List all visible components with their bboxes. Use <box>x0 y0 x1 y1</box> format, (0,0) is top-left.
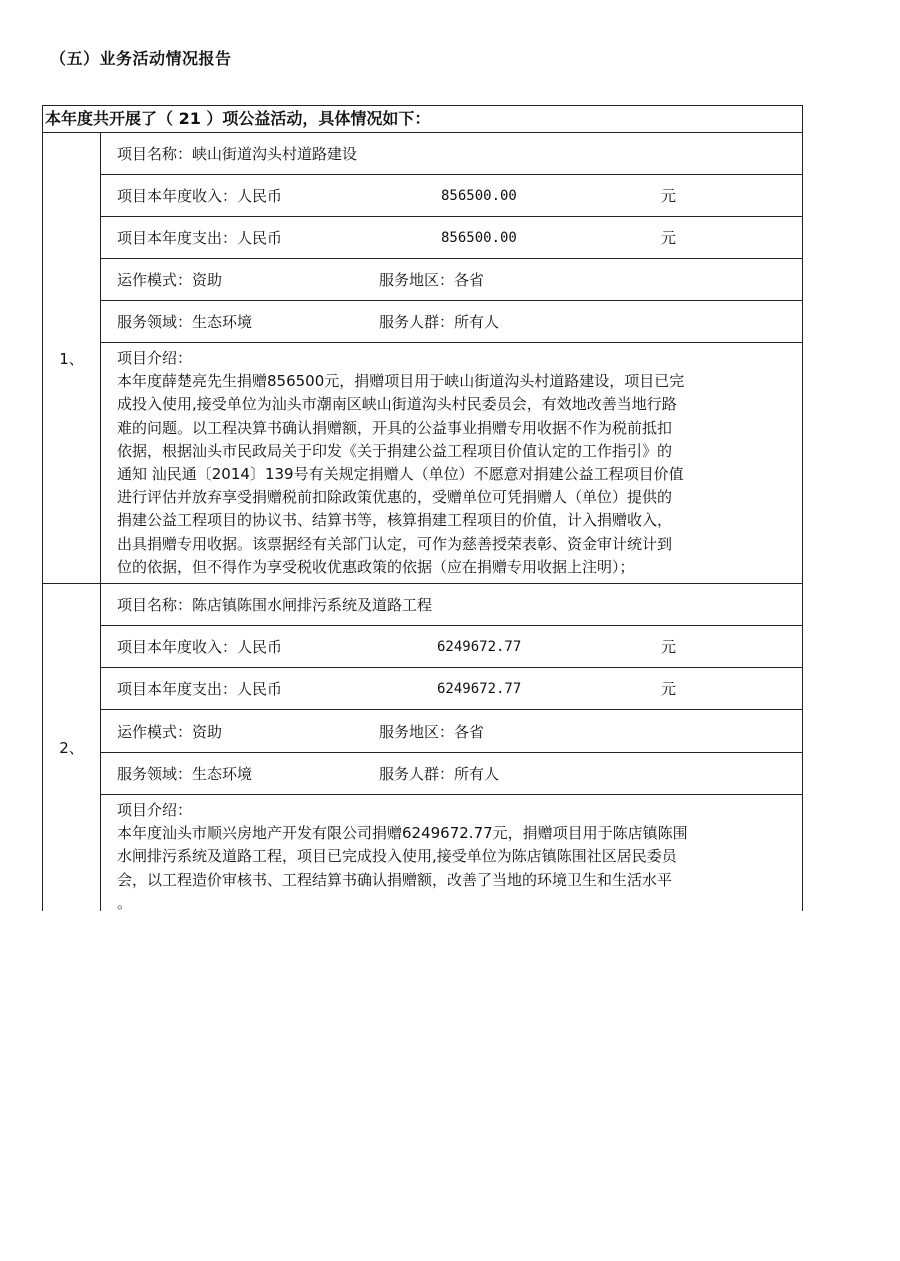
project-name: 项目名称：陈店镇陈围水闸排污系统及道路工程 <box>117 596 433 614</box>
description-line: 依据，根据汕头市民政局关于印发《关于捐建公益工程项目价值认定的工作指引》的 <box>117 441 673 460</box>
service-field: 服务领域：生态环境 <box>117 765 253 783</box>
description-line: 会，以工程造价审核书、工程结算书确认捐赠额，改善了当地的环境卫生和生活水平 <box>117 870 673 889</box>
description-line: 出具捐赠专用收据。该票据经有关部门认定，可作为慈善授荣表彰、资金审计统计到 <box>117 534 673 553</box>
activity-report-table <box>42 105 803 911</box>
income-row <box>101 175 802 217</box>
expense-unit: 元 <box>661 680 677 698</box>
project-description <box>101 343 802 583</box>
project-name-row <box>101 584 802 626</box>
section-title: （五）业务活动情况报告 <box>50 49 232 68</box>
description-line: 难的问题。以工程决算书确认捐赠额，开具的公益事业捐赠专用收据不作为税前抵扣 <box>117 418 673 437</box>
project-number: 1、 <box>43 133 101 583</box>
description-label: 项目介绍： <box>117 801 193 819</box>
expense-value: 856500.00 <box>441 229 517 246</box>
mode-region-row <box>101 259 802 301</box>
service-field: 服务领域：生态环境 <box>117 313 253 331</box>
service-region: 服务地区：各省 <box>379 722 485 741</box>
description-line: 位的依据，但不得作为享受税收优惠政策的依据（应在捐赠专用收据上注明）； <box>117 557 635 576</box>
project-block-1 <box>43 133 802 584</box>
description-line: 。 <box>117 893 133 912</box>
expense-row <box>101 668 802 710</box>
field-people-row <box>101 753 802 795</box>
service-people: 服务人群：所有人 <box>379 313 500 331</box>
income-label: 项目本年度收入：人民币 <box>117 638 283 656</box>
project-block-2 <box>43 584 802 911</box>
project-name: 项目名称：峡山街道沟头村道路建设 <box>117 145 358 163</box>
description-line: 本年度汕头市顺兴房地产开发有限公司捐赠6249672.77元，捐赠项目用于陈店镇陈围 <box>117 824 688 843</box>
description-line: 进行评估并放弃享受捐赠税前扣除政策优惠的，受赠单位可凭捐赠人（单位）提供的 <box>117 488 673 507</box>
expense-label: 项目本年度支出：人民币 <box>117 229 283 247</box>
expense-unit: 元 <box>661 229 677 247</box>
summary-row: 本年度共开展了（ 21 ）项公益活动，具体情况如下： <box>43 106 802 133</box>
income-unit: 元 <box>661 638 677 656</box>
mode-region-row <box>101 710 802 753</box>
description-body <box>117 822 792 915</box>
income-value: 6249672.77 <box>437 638 522 655</box>
operation-mode: 运作模式：资助 <box>117 271 223 289</box>
expense-label: 项目本年度支出：人民币 <box>117 680 283 698</box>
description-line: 通知 汕民通〔2014〕139号有关规定捐赠人（单位）不愿意对捐建公益工程项目价值 <box>117 465 684 484</box>
description-line: 本年度薛楚亮先生捐赠856500元，捐赠项目用于峡山街道沟头村道路建设，项目已完 <box>117 372 685 391</box>
description-line: 捐建公益工程项目的协议书、结算书等，核算捐建工程项目的价值，计入捐赠收入， <box>117 511 673 530</box>
description-label: 项目介绍： <box>117 349 193 367</box>
income-row <box>101 626 802 668</box>
income-value: 856500.00 <box>441 187 517 204</box>
expense-row <box>101 217 802 259</box>
field-people-row <box>101 301 802 343</box>
income-unit: 元 <box>661 187 677 205</box>
service-region: 服务地区：各省 <box>379 271 485 289</box>
service-people: 服务人群：所有人 <box>379 765 500 783</box>
project-description <box>101 795 802 911</box>
description-body <box>117 370 792 579</box>
income-label: 项目本年度收入：人民币 <box>117 187 283 205</box>
description-line: 成投入使用,接受单位为汕头市潮南区峡山街道沟头村民委员会，有效地改善当地行路 <box>117 395 677 414</box>
project-number: 2、 <box>43 584 101 911</box>
operation-mode: 运作模式：资助 <box>117 722 223 741</box>
project-name-row <box>101 133 802 175</box>
expense-value: 6249672.77 <box>437 680 522 697</box>
description-line: 水闸排污系统及道路工程，项目已完成投入使用,接受单位为陈店镇陈围社区居民委员 <box>117 847 677 866</box>
